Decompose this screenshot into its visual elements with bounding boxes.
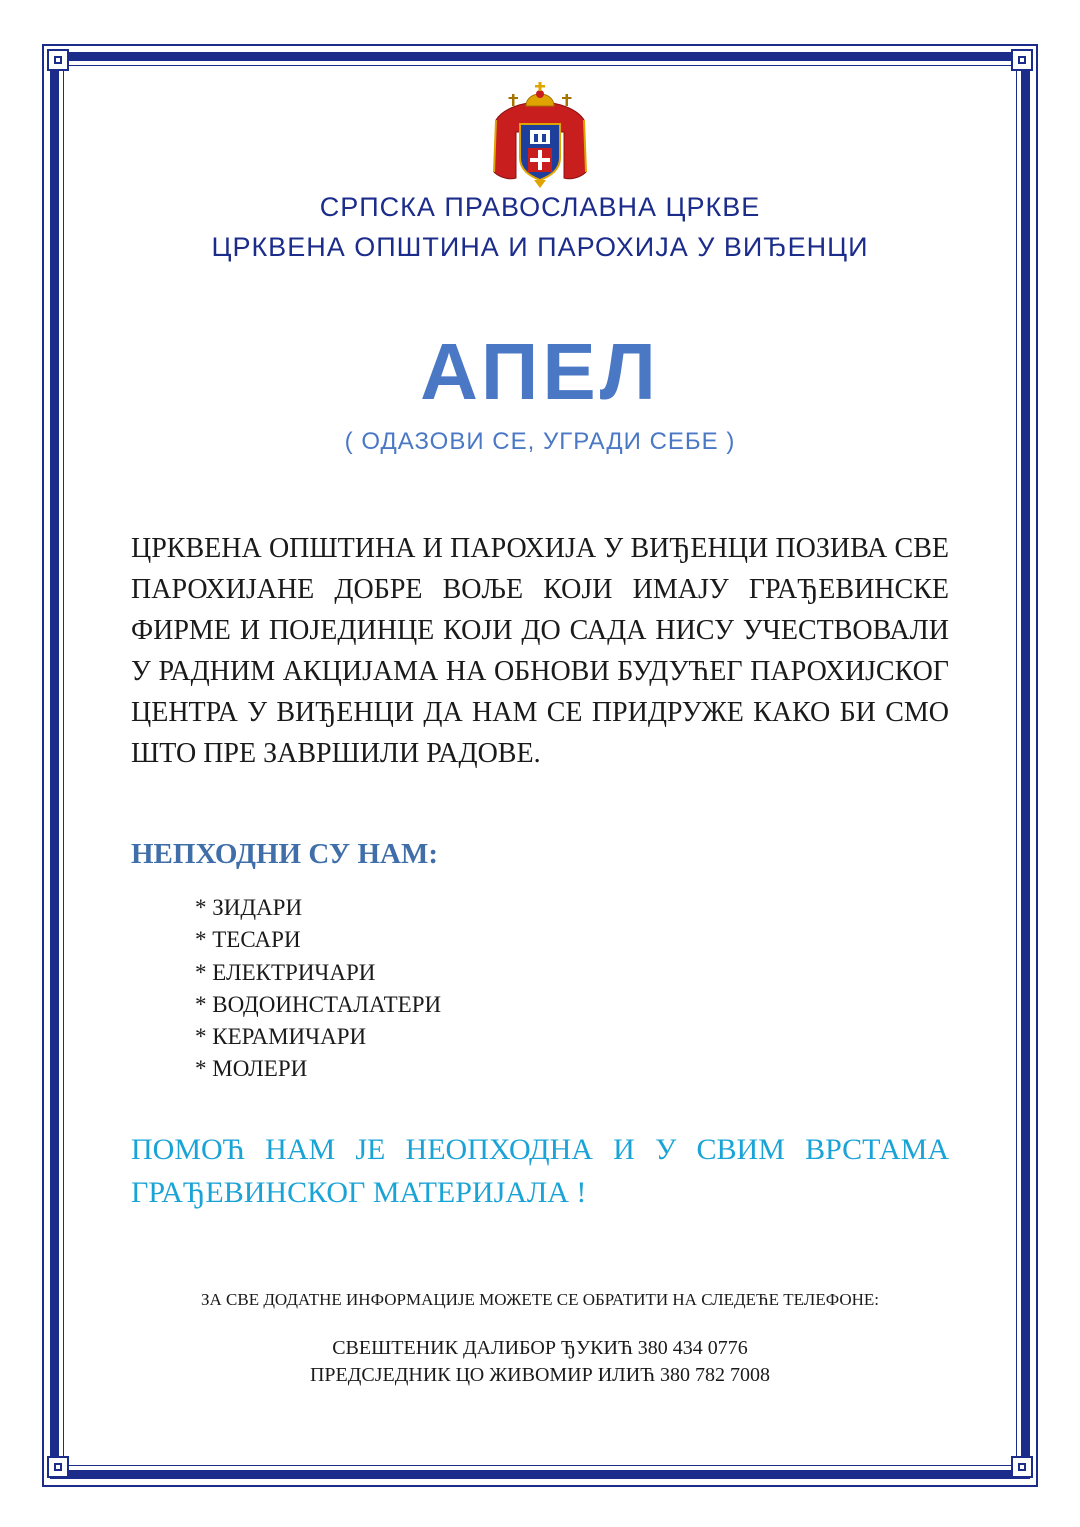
appeal-body: ЦРКВЕНА ОПШТИНА И ПАРОХИЈА У ВИЂЕНЦИ ПОЗИВА СВЕ ПАРОХИЈАНЕ ДОБРЕ ВОЉЕ КОЈИ ИМАЈУ ГРАЂЕВИНСКЕ ФИРМЕ И ПОЈЕДИНЦЕ КОЈИ ДО САДА НИСУ УЧЕСТВОВАЛИ У РАДНИМ АКЦИЈАМА НА ОБНОВИ БУДУЋЕГ ПАРОХИЈСКОГ ЦЕНТРА У ВИЂЕНЦИ ДА НАМ СЕ ПРИДРУЖЕ КАКО БИ СМО ШТО ПРЕ ЗАВРШИЛИ РАДОВЕ. (131, 533, 949, 769)
needs-heading: НЕПХОДНИ СУ НАМ: (131, 838, 438, 870)
needs-list (195, 892, 441, 1086)
contact-president: ПРЕДСЈЕДНИК ЦО ЖИВОМИР ИЛИЋ 380 782 7008 (309, 1364, 771, 1386)
list-item: * ЗИДАРИ (195, 895, 303, 920)
contact-intro: ЗА СВЕ ДОДАТНЕ ИНФОРМАЦИЈЕ МОЖЕТЕ СЕ ОБРАТИТИ НА СЛЕДЕЋЕ ТЕЛЕФОНЕ: (200, 1290, 880, 1309)
border-corner-bottom-left (47, 1456, 69, 1478)
list-item: * ВОДОИНСТАЛАТЕРИ (195, 991, 442, 1017)
parish-name: ЦРКВЕНА ОПШТИНА И ПАРОХИЈА У ВИЂЕНЦИ (211, 232, 869, 262)
list-item: * ТЕСАРИ (195, 927, 301, 953)
church-name: СРПСКА ПРАВОСЛАВНА ЦРКВЕ (319, 192, 761, 222)
page-subtitle: ( ОДАЗОВИ СЕ, УГРАДИ СЕБЕ ) (344, 428, 736, 455)
border-corner-top-left (47, 49, 69, 71)
page-title: АПЕЛ (420, 327, 660, 416)
list-item: * КЕРАМИЧАРИ (195, 1024, 367, 1050)
border-corner-bottom-right (1011, 1456, 1033, 1478)
border-corner-top-right (1011, 49, 1033, 71)
list-item: * МОЛЕРИ (195, 1056, 308, 1082)
materials-appeal: ПОМОЋ НАМ ЈЕ НЕОПХОДНА И У СВИМ ВРСТАМА ГРАЂЕВИНСКОГ МАТЕРИЈАЛА ! (131, 1133, 949, 1209)
list-item: * ЕЛЕКТРИЧАРИ (195, 959, 376, 985)
church-coat-of-arms-icon (490, 80, 590, 190)
contact-priest: СВЕШТЕНИК ДАЛИБОР ЂУКИЋ 380 434 0776 (332, 1337, 748, 1359)
